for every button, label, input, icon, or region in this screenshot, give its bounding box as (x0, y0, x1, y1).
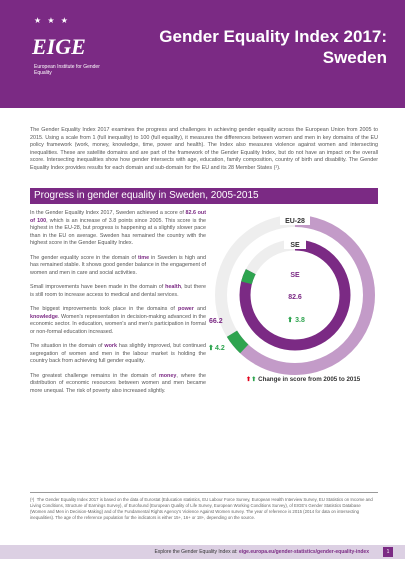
paragraph-time: The gender equality score in the domain of time in Sweden is high and has remained stable. It shows good gender balance in the engagement of women and men in care and social activities. (30, 254, 207, 276)
title-line-2: Sweden (322, 48, 387, 67)
header-banner (0, 0, 405, 108)
footer-bar: Explore the Gender Equality Index at: eige.europa.eu/gender-statistics/gender-equality-index (0, 545, 405, 559)
index-link[interactable]: eige.europa.eu/gender-statistics/gender-equality-index (238, 549, 369, 555)
se-label: SE (290, 242, 300, 249)
body-column (30, 210, 206, 402)
eu-label: EU-28 (285, 218, 305, 225)
eu-score-label: 66.2 (209, 318, 223, 325)
page-title (159, 26, 387, 68)
paragraph-power-knowledge: The biggest improvements took place in the domains of power and knowledge. Women's representation in decision-making advanced in the economic sector. In education, women's and men's participation in formal or non-formal education increased. (30, 306, 206, 335)
paragraph-work: The situation in the domain of work has slightly improved, but continued segregation of women and men in the labour market is holding the country back from achieving full gender equality. (30, 343, 207, 364)
footnote-marker: (¹) (30, 497, 35, 502)
eige-logo: EIGE (32, 34, 86, 59)
paragraph-money: The greatest challenge remains in the domain of money, where the distribution of economic resources between women and men became more unequal. The risk of poverty also increased slightly. (30, 372, 206, 394)
score-donut-chart (200, 205, 390, 375)
se-inner-label: SE (290, 272, 300, 279)
se-change-arrow-icon: ⬆ (287, 317, 293, 324)
title-line-1: Gender Equality Index 2017: (159, 27, 387, 46)
se-score-label: 82.6 (288, 294, 302, 301)
logo-stars: ★ ★ ★ (34, 16, 70, 25)
se-change-label: 3.8 (295, 317, 305, 324)
intro-paragraph: The Gender Equality Index 2017 examines the progress and challenges in achieving gender equality across the European Union from 2005 to 2015. Using a scale from 1 (full inequality) to 100 (full equality), it measures the differences between women and men in key domains of the EU policy framework (work, money, knowledge, time, power and health). The Index also measures violence against women and intersecting inequalities. These are satellite domains and are part of the framework of the Gender Equality Index, but do not have an impact on the overall score. Intersecting inequalities show how gender intersects with age, education, family composition, country of birth and disability. The Gender Equality Index provides results for each domain and sub-domain for the EU and its 28 Member States (¹). (30, 127, 378, 171)
eige-logo-subtitle: European Institute for Gender Equality (34, 64, 100, 76)
chart-caption: ⬆⬆ Change in score from 2005 to 2015 (246, 376, 361, 383)
eu-change-label: 4.2 (215, 345, 225, 352)
score-highlight: 82.6 out of 100 (30, 210, 206, 224)
section-title: Progress in gender equality in Sweden, 2005-2015 (30, 188, 378, 204)
footnote-text: The Gender Equality Index 2017 is based on the data of Eurostat (Education statistics, EU Labour Force Survey, European Health Interview Survey, EU Statistics on Income and Living Conditions, Structure of Earnings Survey), of Eurofound (European Quality of Life Survey, European Working Conditions Survey), of EIGE's Gender Statistics Database (Women and Men in Decision-Making) and of the Fundamental Rights Agency's Violence Against Women survey. The year of reference is 2015 (2014 for data on intersecting inequalities). The age of the reference population for the indicators is either 15+, 16+ or 18+, depending on the source. (30, 497, 373, 520)
footnote (30, 492, 378, 521)
page-number: 1 (383, 547, 393, 557)
eu-change-arrow-icon: ⬆ (208, 345, 214, 352)
paragraph-score: In the Gender Equality Index 2017, Sweden achieved a score of 82.6 out of 100, which is an increase of 3.8 points since 2005. This score is the highest in the EU-28, but progress is happening at a slightly slower pace than in the EU on average. Sweden has remained the country with the highest score in the Gender Equality Index. (30, 210, 206, 246)
paragraph-health: Small improvements have been made in the domain of health, but there is still room to increase access to medical and dental services. (30, 284, 207, 298)
change-arrows-icon: ⬆⬆ (246, 376, 257, 383)
